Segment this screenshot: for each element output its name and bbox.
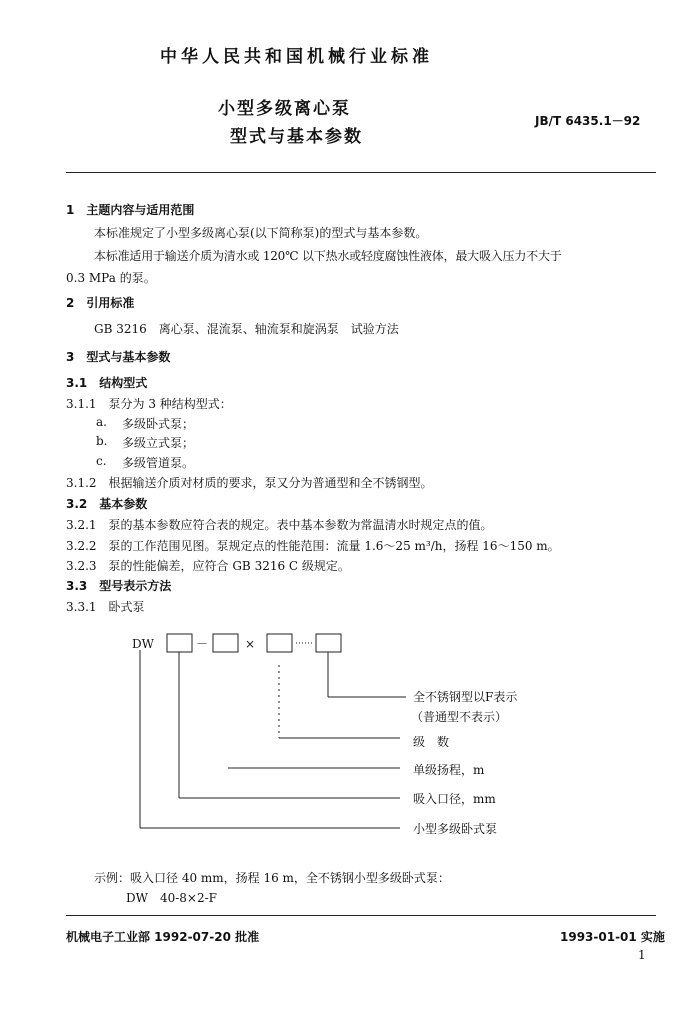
- head-box: [213, 634, 238, 652]
- section-1-heading: 1 主题内容与适用范围: [66, 203, 195, 217]
- stages-box: [267, 634, 292, 652]
- reference-standard: GB 3216 离心泵、混流泵、轴流泵和旋涡泵 试验方法: [94, 322, 399, 336]
- footer-rule: [66, 915, 656, 916]
- label-stages: 级 数: [413, 735, 450, 749]
- section-1-paragraph-2: 本标准适用于输送介质为清水或 120℃ 以下热水或轻度腐蚀性液体，最大吸入压力不大于: [94, 249, 562, 263]
- example-text: 示例：吸入口径 40 mm，扬程 16 m，全不锈钢小型多级卧式泵：: [94, 871, 450, 885]
- doc-title-line1: 小型多级离心泵: [218, 99, 351, 119]
- list-item-b: 多级立式泵；: [122, 436, 195, 450]
- diagram-dash: －: [196, 637, 209, 651]
- doc-title-line2: 型式与基本参数: [230, 127, 363, 147]
- standard-org-title: 中华人民共和国机械行业标准: [160, 47, 433, 67]
- clause-3-2-2: 3.2.2 泵的工作范围见图。泵规定点的性能范围：流量 1.6～25 m³/h，扬程 16～150 m。: [66, 539, 560, 553]
- label-inlet: 吸入口径，mm: [413, 792, 496, 806]
- page-number: 1: [638, 948, 646, 962]
- list-marker-b: b.: [96, 434, 108, 448]
- section-1-paragraph-2-cont: 0.3 MPa 的泵。: [66, 271, 156, 285]
- clause-3-2-3: 3.2.3 泵的性能偏差，应符合 GB 3216 C 级规定。: [66, 559, 350, 573]
- example-code: DW 40-8×2-F: [126, 891, 217, 905]
- section-3-2-heading: 3.2 基本参数: [66, 497, 148, 511]
- material-box: [316, 634, 341, 652]
- list-item-c: 多级管道泵。: [122, 456, 195, 470]
- clause-3-3-1-heading: 3.3.1 卧式泵: [66, 600, 145, 614]
- list-item-a: 多级卧式泵；: [122, 417, 195, 431]
- clause-3-2-1: 3.2.1 泵的基本参数应符合表的规定。表中基本参数为常温清水时规定点的值。: [66, 518, 493, 532]
- clause-3-1-1: 3.1.1 泵分为 3 种结构型式：: [66, 397, 232, 411]
- section-3-1-heading: 3.1 结构型式: [66, 376, 148, 390]
- section-3-3-heading: 3.3 型号表示方法: [66, 579, 172, 593]
- diagram-times: ×: [245, 637, 256, 651]
- label-material: 全不锈钢型以F表示: [413, 690, 518, 704]
- label-head: 单级扬程，m: [413, 763, 485, 777]
- section-1-paragraph-1: 本标准规定了小型多级离心泵(以下简称泵)的型式与基本参数。: [94, 226, 428, 240]
- section-2-heading: 2 引用标准: [66, 296, 135, 310]
- section-3-heading: 3 型式与基本参数: [66, 350, 171, 364]
- list-marker-c: c.: [96, 454, 107, 468]
- label-type: 小型多级卧式泵: [413, 822, 498, 836]
- implementation-date: 1993-01-01 实施: [560, 930, 665, 944]
- list-marker-a: a.: [96, 415, 107, 429]
- clause-3-1-2: 3.1.2 根据输送介质对材质的要求，泵又分为普通型和全不锈钢型。: [66, 476, 433, 490]
- inlet-box: [167, 634, 192, 652]
- label-material-note: （普通型不表示）: [411, 710, 508, 724]
- standard-number: JB/T 6435.1－92: [535, 114, 641, 128]
- diagram-prefix: DW: [132, 637, 154, 651]
- approval-line: 机械电子工业部 1992-07-20 批准: [66, 930, 260, 944]
